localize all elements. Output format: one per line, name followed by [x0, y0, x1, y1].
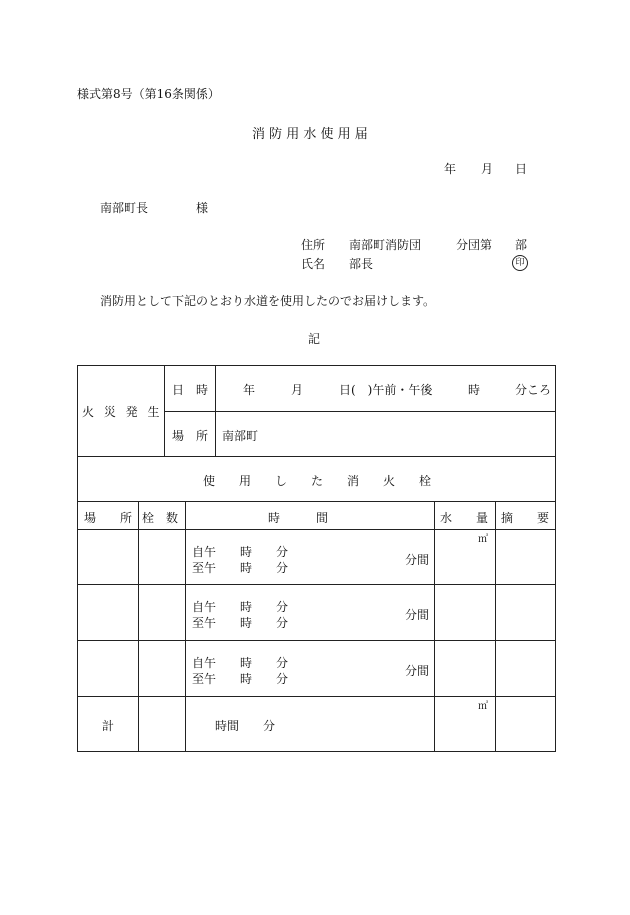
- total-time: 時間 分: [215, 719, 276, 733]
- datetime-label: 日 時: [172, 383, 209, 397]
- address-value: 南部町消防団: [349, 238, 422, 252]
- date-day: 日: [515, 162, 528, 176]
- row1-to: 至午 時 分: [192, 561, 289, 575]
- row2-to: 至午 時 分: [192, 616, 289, 630]
- col-time: 時 間: [268, 511, 329, 525]
- datetime-day: 日( )午前・午後: [339, 383, 433, 397]
- ki-label: 記: [308, 332, 321, 346]
- date-month: 月: [481, 162, 494, 176]
- col-place: 場 所: [84, 511, 133, 525]
- branch-label: 分団第: [456, 238, 493, 252]
- branch-suffix: 部: [515, 238, 528, 252]
- col-remarks: 摘 要: [501, 511, 550, 525]
- addressee-name: 南部町長: [100, 201, 149, 215]
- row2-minutes: 分間: [405, 608, 430, 622]
- name-value: 部長: [349, 257, 374, 271]
- total-label: 計: [102, 719, 115, 733]
- address-label: 住所: [301, 238, 326, 252]
- fire-occurrence-label: 火 災 発 生: [82, 405, 163, 419]
- place-label: 場 所: [172, 429, 209, 443]
- name-label: 氏名: [301, 257, 326, 271]
- row2-from: 自午 時 分: [192, 600, 289, 614]
- addressee-honorific: 様: [196, 201, 209, 215]
- datetime-year: 年: [243, 383, 256, 397]
- datetime-hour: 時: [468, 383, 481, 397]
- date-year: 年: [444, 162, 457, 176]
- col-count: 栓 数: [142, 511, 179, 525]
- datetime-minute: 分ころ: [515, 383, 552, 397]
- page-title: 消 防 用 水 使 用 届: [252, 127, 368, 142]
- col-water: 水 量: [440, 511, 489, 525]
- datetime-month: 月: [291, 383, 304, 397]
- body-text: 消防用として下記のとおり水道を使用したのでお届けします。: [100, 294, 436, 308]
- hydrant-section-title: 使 用 し た 消 火 栓: [203, 474, 432, 488]
- place-value: 南部町: [222, 429, 259, 443]
- row3-minutes: 分間: [405, 664, 430, 678]
- form-number: 様式第8号（第16条関係）: [77, 87, 220, 101]
- row3-from: 自午 時 分: [192, 656, 289, 670]
- usage-table: [77, 365, 556, 752]
- row1-from: 自午 時 分: [192, 545, 289, 559]
- seal-mark: 印: [512, 254, 528, 271]
- row1-unit: ㎥: [478, 534, 488, 545]
- row1-minutes: 分間: [405, 553, 430, 567]
- row3-to: 至午 時 分: [192, 672, 289, 686]
- total-unit: ㎥: [478, 701, 488, 712]
